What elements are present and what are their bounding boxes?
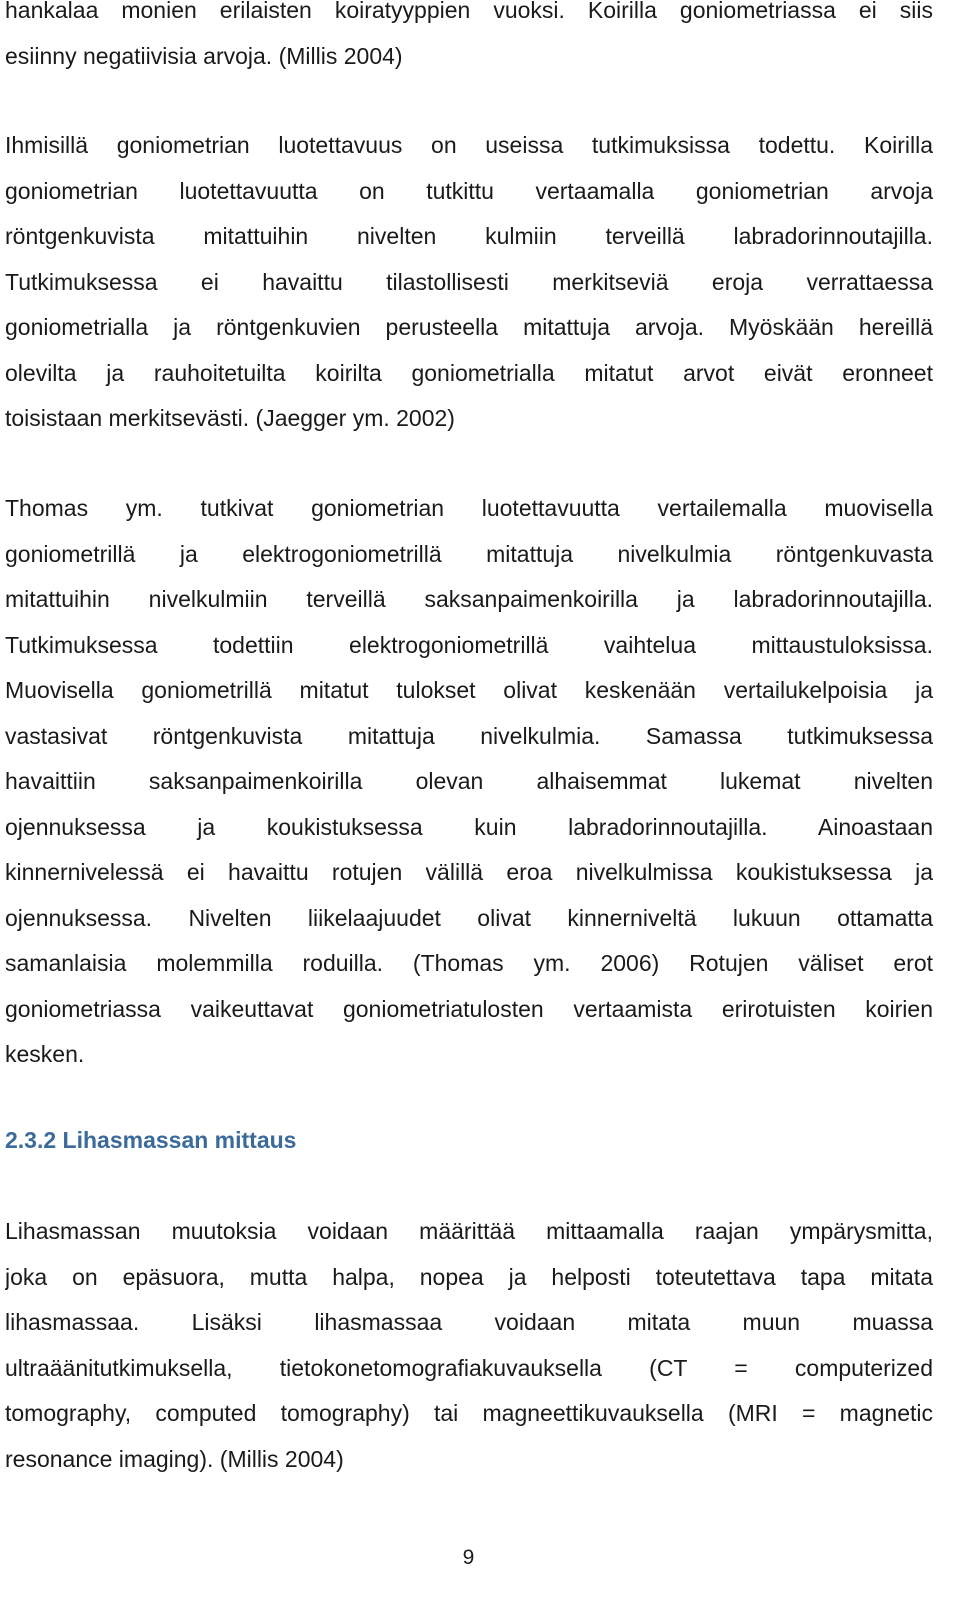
text-line: Muovisella goniometrillä mitatut tulokset olivat keskenään vertailukelpoisia ja — [5, 677, 933, 703]
text-line: goniometrialla ja röntgenkuvien perusteella mitattuja arvoja. Myöskään hereillä — [5, 314, 933, 340]
text-line: kinnernivelessä ei havaittu rotujen välillä eroa nivelkulmissa koukistuksessa ja — [5, 859, 933, 885]
text-line: goniometrillä ja elektrogoniometrillä mitattuja nivelkulmia röntgenkuvasta — [5, 540, 933, 567]
page-number: 9 — [462, 1546, 475, 1569]
text-line: tomography, computed tomography) tai magneettikuvauksella (MRI = magnetic — [5, 1400, 933, 1426]
text-line: resonance imaging). (Millis 2004) — [5, 1445, 344, 1472]
text-line: ojennuksessa. Nivelten liikelaajuudet olivat kinnerniveltä lukuun ottamatta — [5, 904, 933, 931]
text-line: kesken. — [5, 1041, 85, 1067]
text-line: havaittiin saksanpaimenkoirilla olevan alhaisemmat lukemat nivelten — [5, 768, 933, 794]
text-line: Tutkimuksessa todettiin elektrogoniometrillä vaihtelua mittaustuloksissa. — [5, 631, 933, 658]
text-line: esiinny negatiivisia arvoja. (Millis 2004) — [5, 42, 403, 69]
paragraph-2 — [5, 123, 933, 442]
section-heading: 2.3.2 Lihasmassan mittaus — [5, 1127, 297, 1153]
text-line: Tutkimuksessa ei havaittu tilastollisesti merkitseviä eroja verrattaessa — [5, 268, 933, 295]
paragraph-1 — [5, 0, 933, 79]
text-line: toisistaan merkitsevästi. (Jaegger ym. 2002) — [5, 405, 455, 431]
text-line: Ihmisillä goniometrian luotettavuus on useissa tutkimuksissa todettu. Koirilla — [5, 132, 933, 158]
text-line: mitattuihin nivelkulmiin terveillä saksanpaimenkoirilla ja labradorinnoutajilla. — [5, 586, 933, 612]
text-line: goniometrian luotettavuutta on tutkittu vertaamalla goniometrian arvoja — [5, 177, 933, 204]
text-line: samanlaisia molemmilla roduilla. (Thomas ym. 2006) Rotujen väliset erot — [5, 950, 933, 976]
text-line: joka on epäsuora, mutta halpa, nopea ja helposti toteutettava tapa mitata — [5, 1263, 933, 1290]
text-line: olevilta ja rauhoitetuilta koirilta goniometrialla mitatut arvot eivät eronneet — [5, 359, 933, 386]
text-line: röntgenkuvista mitattuihin nivelten kulmiin terveillä labradorinnoutajilla. — [5, 223, 933, 249]
text-line: Thomas ym. tutkivat goniometrian luotettavuutta vertailemalla muovisella — [5, 495, 933, 521]
text-line: goniometriassa vaikeuttavat goniometriatulosten vertaamista erirotuisten koirien — [5, 995, 933, 1022]
text-line: vastasivat röntgenkuvista mitattuja nivelkulmia. Samassa tutkimuksessa — [5, 722, 933, 749]
text-line: ojennuksessa ja koukistuksessa kuin labradorinnoutajilla. Ainoastaan — [5, 813, 933, 840]
paragraph-4 — [5, 1209, 933, 1482]
text-line: lihasmassaa. Lisäksi lihasmassaa voidaan mitata muun muassa — [5, 1309, 933, 1335]
paragraph-3 — [5, 486, 933, 1078]
text-line: Lihasmassan muutoksia voidaan määrittää mittaamalla raajan ympärysmitta, — [5, 1218, 933, 1244]
text-line: hankalaa monien erilaisten koiratyyppien vuoksi. Koirilla goniometriassa ei siis — [5, 0, 933, 23]
text-line: ultraäänitutkimuksella, tietokonetomografiakuvauksella (CT = computerized — [5, 1354, 933, 1381]
